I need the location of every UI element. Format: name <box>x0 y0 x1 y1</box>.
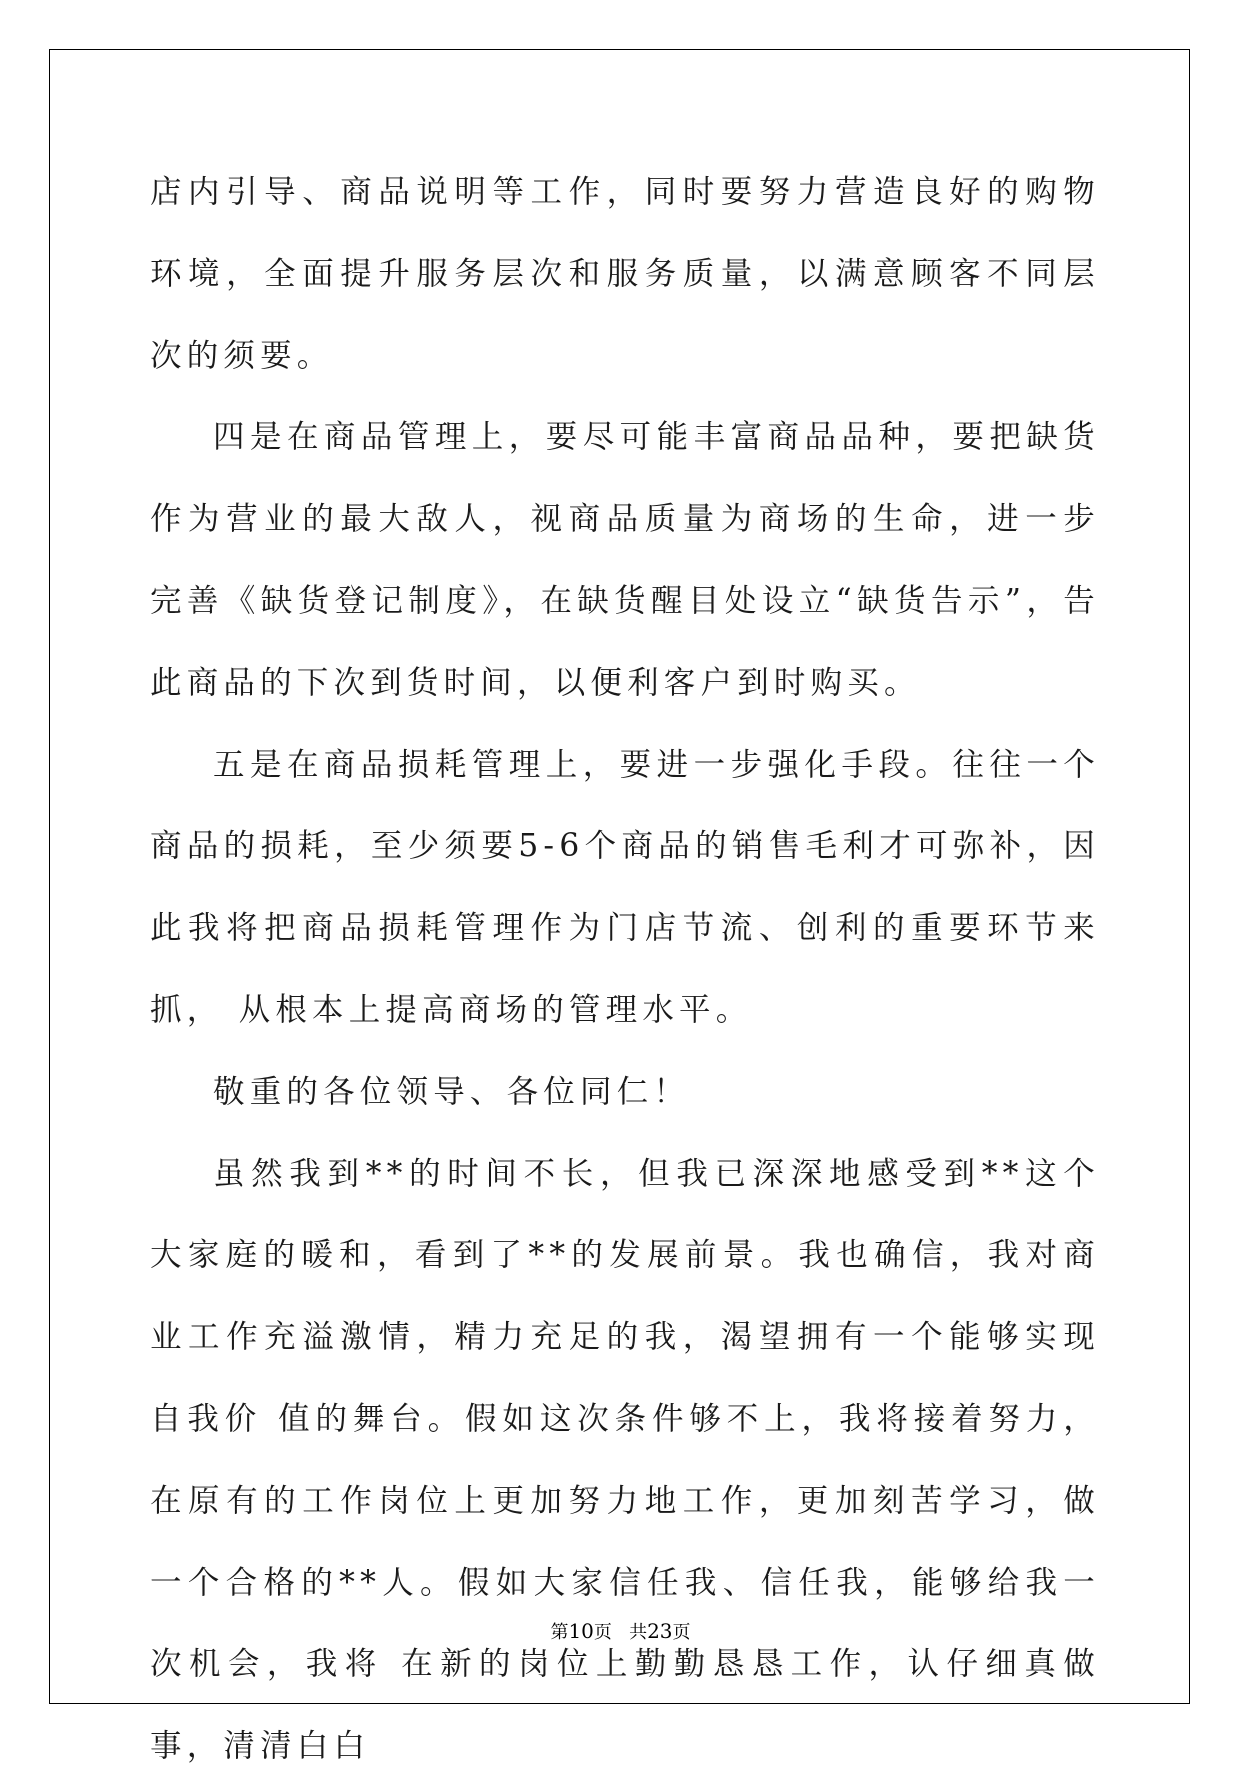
paragraph: 敬重的各位领导、各位同仁！ <box>213 1073 691 1110</box>
paragraph: 虽然我到**的时间不长，但我已深深地感受到**这个大家庭的暖和，看到了**的发展前景。我也确信，我对商业工作充溢激情，精力充足的我，渴望拥有一个能够实现自我价 值的舞台。假如这次条件够不上，我将接着努力，在原有的工作岗位上更加努力地工作，更加刻苦学习，做一个合格的**人。假如大家信任我、信任我，能够给我一次机会，我将 在新的岗位上勤勤恳恳工作，认仔细真做事，清清白白 <box>150 1155 1100 1765</box>
footer-page-suffix: 页 <box>593 1622 612 1643</box>
paragraph: 四是在商品管理上，要尽可能丰富商品品种，要把缺货作为营业的最大敌人，视商品质量为商场的生命，进一步完善《缺货登记制度》，在缺货醒目处设立“缺货告示”，告 此商品的下次到货时间，以便利客户到时购买。 <box>150 419 1100 701</box>
footer-prefix: 第 <box>550 1622 569 1643</box>
page-footer <box>0 1618 1241 1644</box>
current-page-number: 10 <box>568 1619 594 1643</box>
paragraph: 店内引导、商品说明等工作，同时要努力营造良好的购物环境，全面提升服务层次和服务质量，以满意顾客不同层次的须要。 <box>150 174 1100 374</box>
paragraph: 五是在商品损耗管理上，要进一步强化手段。往往一个商品的损耗，至少须要5-6个商品的销售毛利才可弥补，因此我将把商品损耗管理作为门店节流、创利的重要环节来抓， 从根本上提高商场的管理水平。 <box>150 746 1100 1028</box>
footer-total-suffix: 页 <box>672 1622 691 1643</box>
document-body <box>150 152 1100 1788</box>
footer-total-prefix: 共 <box>629 1622 648 1643</box>
total-page-count: 23 <box>647 1619 673 1643</box>
